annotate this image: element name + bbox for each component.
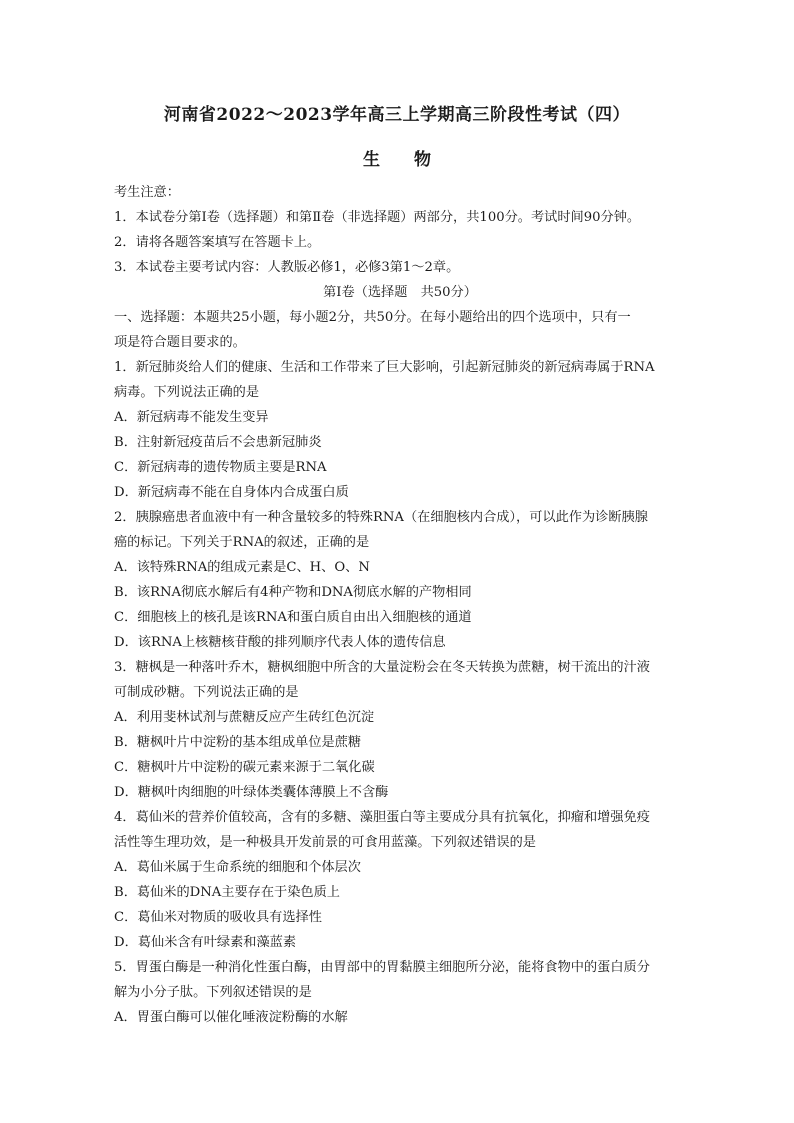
question-stem: 1．新冠肺炎给人们的健康、生活和工作带来了巨大影响，引起新冠肺炎的新冠病毒属于RNA [114, 360, 655, 375]
section-heading: 第Ⅰ卷（选择题 共50分） [323, 285, 477, 300]
option-d: D．该RNA上核糖核苷酸的排列顺序代表人体的遗传信息 [114, 635, 446, 650]
question-stem: 4．葛仙米的营养价值较高，含有的多糖、藻胆蛋白等主要成分具有抗氧化，抑瘤和增强免疫 [114, 810, 650, 825]
option-a: A．胃蛋白酶可以催化唾液淀粉酶的水解 [114, 1010, 348, 1025]
question-stem: 2．胰腺癌患者血液中有一种含量较多的特殊RNA（在细胞核内合成），可以此作为诊断胰腺 [114, 510, 648, 525]
option-b: B．注射新冠疫苗后不会患新冠肺炎 [114, 435, 322, 450]
option-c: C．细胞核上的核孔是该RNA和蛋白质自由出入细胞核的通道 [114, 610, 472, 625]
notice-item: 1．本试卷分第Ⅰ卷（选择题）和第Ⅱ卷（非选择题）两部分，共100分。考试时间90分钟。 [114, 210, 641, 225]
question-stem: 癌的标记。下列关于RNA的叙述，正确的是 [114, 535, 370, 550]
option-b: B．糖枫叶片中淀粉的基本组成单位是蔗糖 [114, 735, 362, 750]
section-instruction: 项是符合题目要求的。 [114, 335, 246, 350]
notice-item: 2．请将各题答案填写在答题卡上。 [114, 235, 321, 250]
question-stem: 3．糖枫是一种落叶乔木，糖枫细胞中所含的大量淀粉会在冬天转换为蔗糖，树干流出的汁液 [114, 660, 650, 675]
option-a: A．利用斐林试剂与蔗糖反应产生砖红色沉淀 [114, 710, 375, 725]
subject-title: 生 物 [363, 150, 445, 170]
question-stem: 5．胃蛋白酶是一种消化性蛋白酶，由胃部中的胃黏膜主细胞所分泌，能将食物中的蛋白质分 [114, 960, 650, 975]
option-a: A．葛仙米属于生命系统的细胞和个体层次 [114, 860, 361, 875]
notice-item: 3．本试卷主要考试内容：人教版必修1，必修3第1～2章。 [114, 260, 460, 275]
question-stem: 解为小分子肽。下列叙述错误的是 [114, 985, 312, 1000]
option-b: B．该RNA彻底水解后有4种产物和DNA彻底水解的产物相同 [114, 585, 472, 600]
option-d: D．新冠病毒不能在自身体内合成蛋白质 [114, 485, 349, 500]
option-d: D．葛仙米含有叶绿素和藻蓝素 [114, 935, 297, 950]
question-stem: 病毒。下列说法正确的是 [114, 385, 260, 400]
question-stem: 可制成砂糖。下列说法正确的是 [114, 685, 299, 700]
option-a: A．该特殊RNA的组成元素是C、H、O、N [114, 560, 370, 575]
option-d: D．糖枫叶肉细胞的叶绿体类囊体薄膜上不含酶 [114, 785, 389, 800]
option-c: C．新冠病毒的遗传物质主要是RNA [114, 460, 327, 475]
option-b: B．葛仙米的DNA主要存在于染色质上 [114, 885, 340, 900]
question-stem: 活性等生理功效，是一种极具开发前景的可食用蓝藻。下列叙述错误的是 [114, 835, 536, 850]
section-instruction: 一、选择题：本题共25小题，每小题2分，共50分。在每小题给出的四个选项中，只有一 [114, 310, 631, 325]
option-c: C．糖枫叶片中淀粉的碳元素来源于二氧化碳 [114, 760, 375, 775]
notice-heading: 考生注意： [114, 185, 180, 200]
exam-content [114, 180, 686, 1030]
option-c: C．葛仙米对物质的吸收具有选择性 [114, 910, 322, 925]
option-a: A．新冠病毒不能发生变异 [114, 410, 269, 425]
exam-title: 河南省2022～2023学年高三上学期高三阶段性考试（四） [163, 105, 631, 125]
